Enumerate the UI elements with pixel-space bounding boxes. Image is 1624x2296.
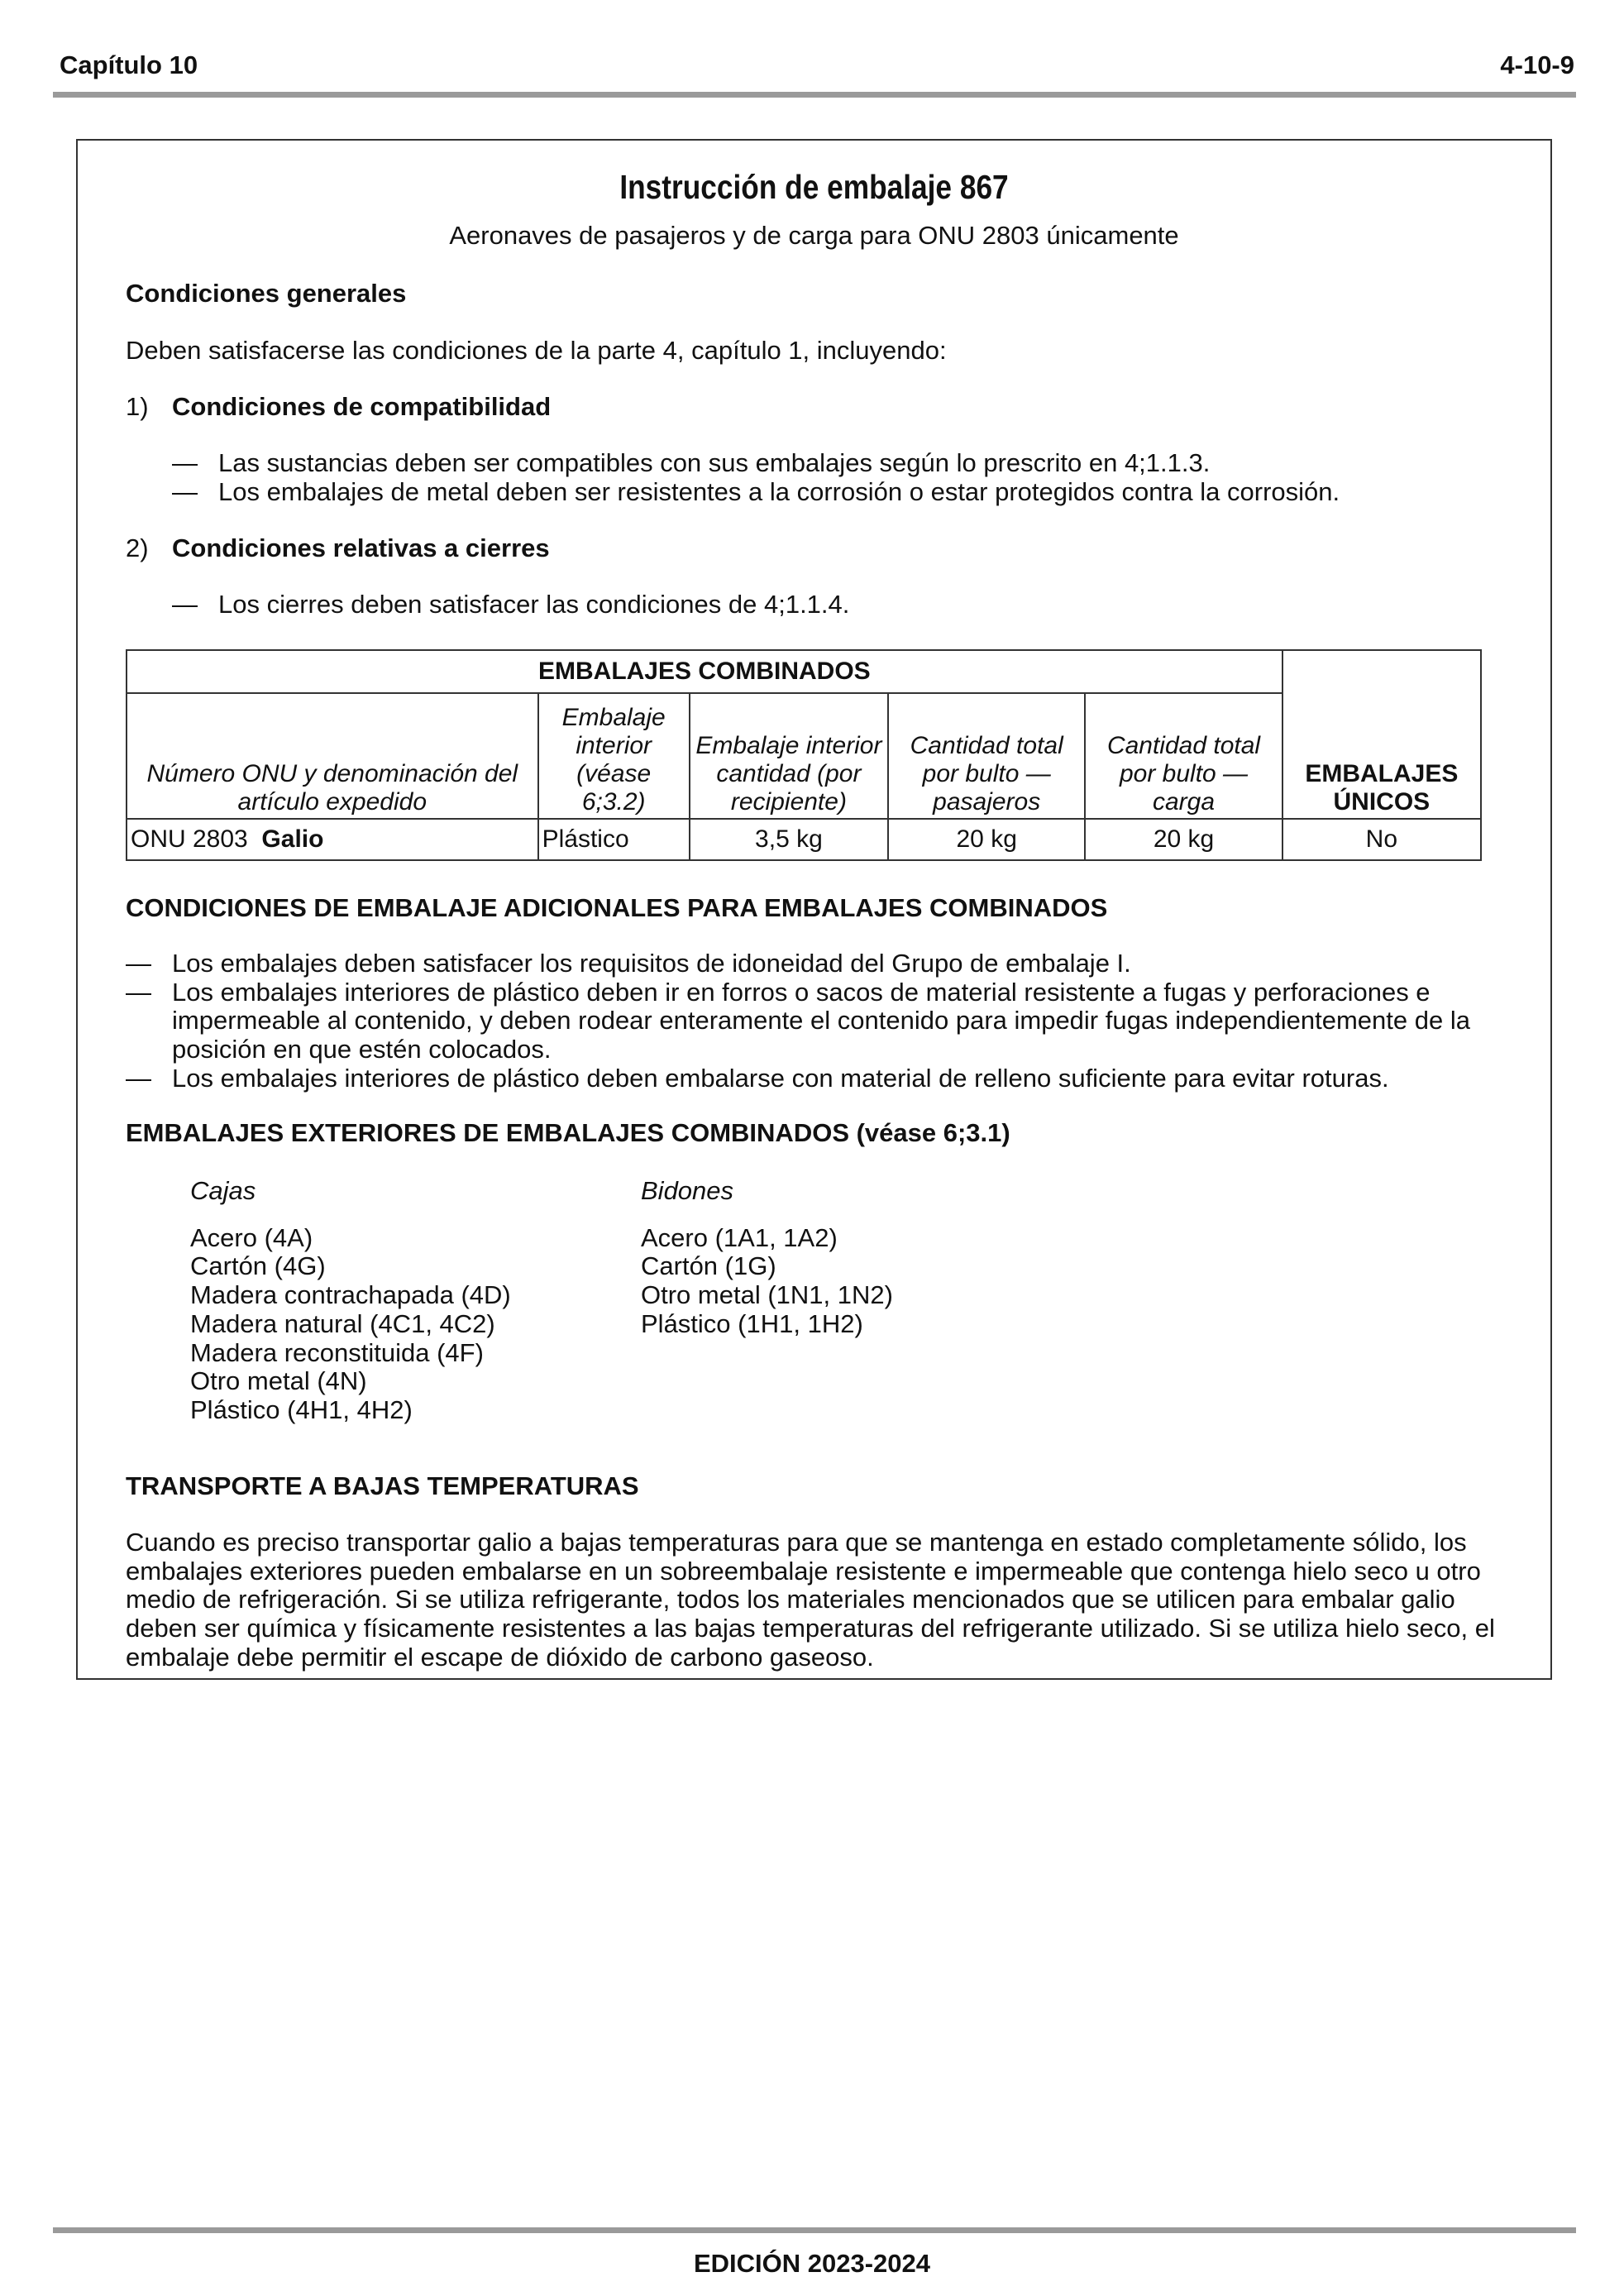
- list-item: — Las sustancias deben ser compatibles con sus embalajes según lo prescrito en 4;1.1.3.: [172, 448, 1211, 477]
- section-number: 2): [126, 533, 149, 562]
- list-item: — Los embalajes de metal deben ser resistentes a la corrosión o estar protegidos contra la corrosión.: [172, 476, 1340, 506]
- outer-packagings-heading: EMBALAJES EXTERIORES DE EMBALAJES COMBINADOS (véase 6;3.1): [126, 1118, 1010, 1147]
- footer-rule: [53, 2227, 1576, 2233]
- column-header: Número ONU y denominación del artículo expedido: [127, 693, 538, 819]
- list-item: Acero (1A1, 1A2): [641, 1222, 838, 1252]
- chapter-label: Capítulo 10: [60, 50, 198, 79]
- table-row: [127, 819, 1481, 860]
- closures-list: [172, 591, 1512, 619]
- list-item: Otro metal (1N1, 1N2): [641, 1280, 893, 1310]
- packing-instruction-box: [76, 139, 1552, 1680]
- inner-packaging-cell: Plástico: [538, 819, 690, 860]
- single-packagings-header: EMBALAJES ÚNICOS: [1282, 650, 1481, 819]
- list-item: — Los embalajes deben satisfacer los requisitos de idoneidad del Grupo de embalaje I.: [126, 949, 1131, 978]
- list-item: Madera reconstituida (4F): [190, 1337, 484, 1367]
- total-passenger-cell: 20 kg: [888, 819, 1085, 860]
- packaging-table: [126, 649, 1482, 861]
- single-packaging-cell: No: [1282, 819, 1481, 860]
- list-item: Otro metal (4N): [190, 1366, 367, 1396]
- list-item: — Los cierres deben satisfacer las condiciones de 4;1.1.4.: [172, 590, 850, 619]
- section-number: 1): [126, 392, 149, 421]
- low-temperature-text: Cuando es preciso transportar galio a bajas temperaturas para que se mantenga en estado completamente sólido, los embalajes exteriores pueden embalarse en un sobreembalaje resistente e impermeable que contenga hielo seco u otro medio de refrigeración. Si se utiliza refrigerante, todos los materiales mencionados que se utilicen para embalar galio deben ser química y físicamente resistentes a las bajas temperaturas del refrigerante utilizado. Si se utiliza hielo seco, el embalaje debe permitir el escape de dióxido de carbono gaseoso.: [126, 1528, 1495, 1672]
- instruction-subtitle: Aeronaves de pasajeros y de carga para ONU 2803 únicamente: [449, 221, 1179, 250]
- section-compatibility-heading: [126, 393, 551, 422]
- list-item: Acero (4A): [190, 1222, 313, 1252]
- section-title: Condiciones de compatibilidad: [172, 392, 552, 421]
- list-item: Madera contrachapada (4D): [190, 1280, 511, 1310]
- column-header: Cantidad total por bulto — carga: [1085, 693, 1282, 819]
- un-number-cell: ONU 2803 Galio: [127, 819, 538, 860]
- edition-label: EDICIÓN 2023-2024: [693, 2249, 931, 2278]
- list-item: Plástico (4H1, 4H2): [190, 1395, 413, 1425]
- header-rule: [53, 92, 1576, 98]
- drums-title: Bidones: [641, 1176, 734, 1205]
- boxes-column: [190, 1177, 620, 1425]
- list-item: Cartón (1G): [641, 1251, 776, 1281]
- total-cargo-cell: 20 kg: [1085, 819, 1282, 860]
- additional-conditions-list: [126, 949, 1515, 1093]
- inner-quantity-cell: 3,5 kg: [690, 819, 888, 860]
- column-header: Embalaje interior cantidad (por recipiente): [690, 693, 888, 819]
- column-header: Embalaje interior (véase 6;3.2): [538, 693, 690, 819]
- drums-column: [641, 1177, 1071, 1339]
- list-item: Cartón (4G): [190, 1251, 326, 1281]
- section-closures-heading: [126, 534, 550, 563]
- combined-packagings-header: EMBALAJES COMBINADOS: [127, 650, 1282, 693]
- list-item: — Los embalajes interiores de plástico deben embalarse con material de relleno suficiente para evitar roturas.: [126, 1063, 1389, 1093]
- section-title: Condiciones relativas a cierres: [172, 533, 550, 562]
- list-item: — Los embalajes interiores de plástico deben ir en forros o sacos de material resistente a fugas y perforaciones e impermeable al contenido, y deben rodear enteramente el contenido para impedir fugas independientemente de la posición en que estén colocados.: [126, 977, 1470, 1064]
- boxes-title: Cajas: [190, 1176, 256, 1205]
- list-item: Plástico (1H1, 1H2): [641, 1308, 863, 1338]
- compatibility-list: [172, 449, 1512, 506]
- general-conditions-heading: Condiciones generales: [126, 279, 407, 308]
- instruction-title: Instrucción de embalaje 867: [619, 168, 1009, 206]
- additional-conditions-heading: CONDICIONES DE EMBALAJE ADICIONALES PARA EMBALAJES COMBINADOS: [126, 893, 1108, 922]
- list-item: Madera natural (4C1, 4C2): [190, 1308, 495, 1338]
- page-number: 4-10-9: [1500, 50, 1574, 79]
- low-temperature-heading: TRANSPORTE A BAJAS TEMPERATURAS: [126, 1471, 639, 1500]
- general-conditions-intro: Deben satisfacerse las condiciones de la parte 4, capítulo 1, incluyendo:: [126, 336, 947, 365]
- column-header: Cantidad total por bulto — pasajeros: [888, 693, 1085, 819]
